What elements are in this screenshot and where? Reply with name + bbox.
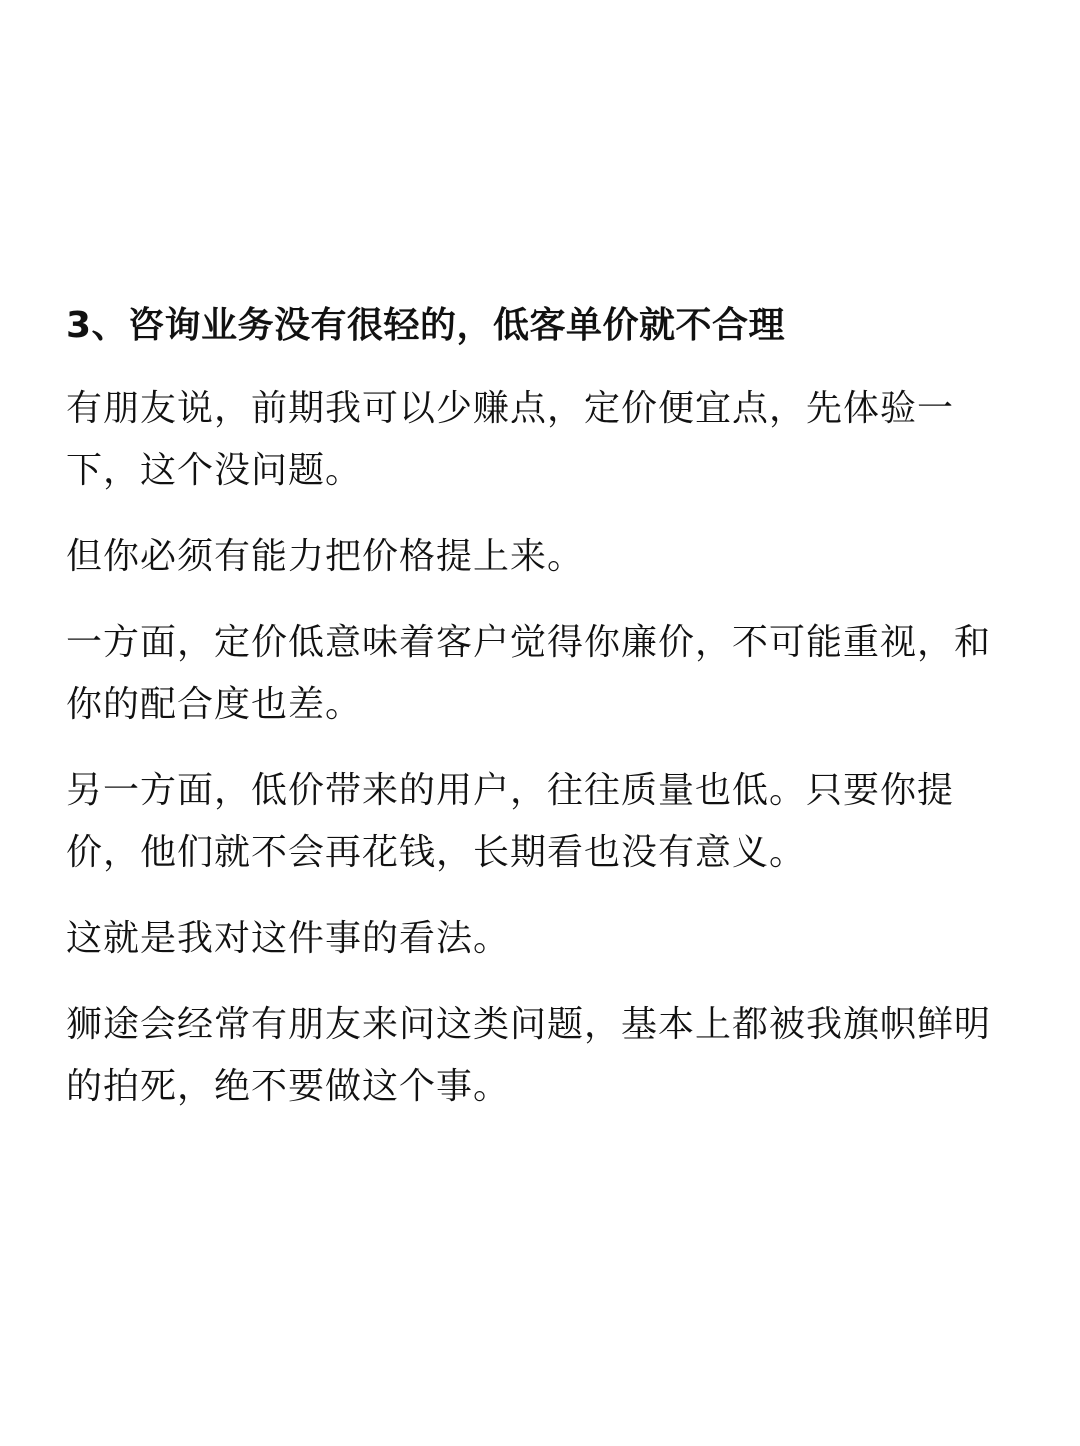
section-heading: 3、咨询业务没有很轻的，低客单价就不合理 (66, 305, 786, 346)
paragraph-6: 狮途会经常有朋友来问这类问题，基本上都被我旗帜鲜明的拍死，绝不要做这个事。 (66, 1004, 992, 1107)
article-body (66, 298, 1014, 1142)
paragraph-4: 另一方面，低价带来的用户，往往质量也低。只要你提价，他们就不会再花钱，长期看也没有意义。 (66, 770, 955, 873)
paragraph-1: 有朋友说，前期我可以少赚点，定价便宜点，先体验一下，这个没问题。 (66, 388, 955, 491)
paragraph-3: 一方面，定价低意味着客户觉得你廉价，不可能重视，和你的配合度也差。 (66, 622, 992, 725)
paragraph-5: 这就是我对这件事的看法。 (66, 918, 511, 959)
paragraph-2: 但你必须有能力把价格提上来。 (66, 536, 585, 577)
